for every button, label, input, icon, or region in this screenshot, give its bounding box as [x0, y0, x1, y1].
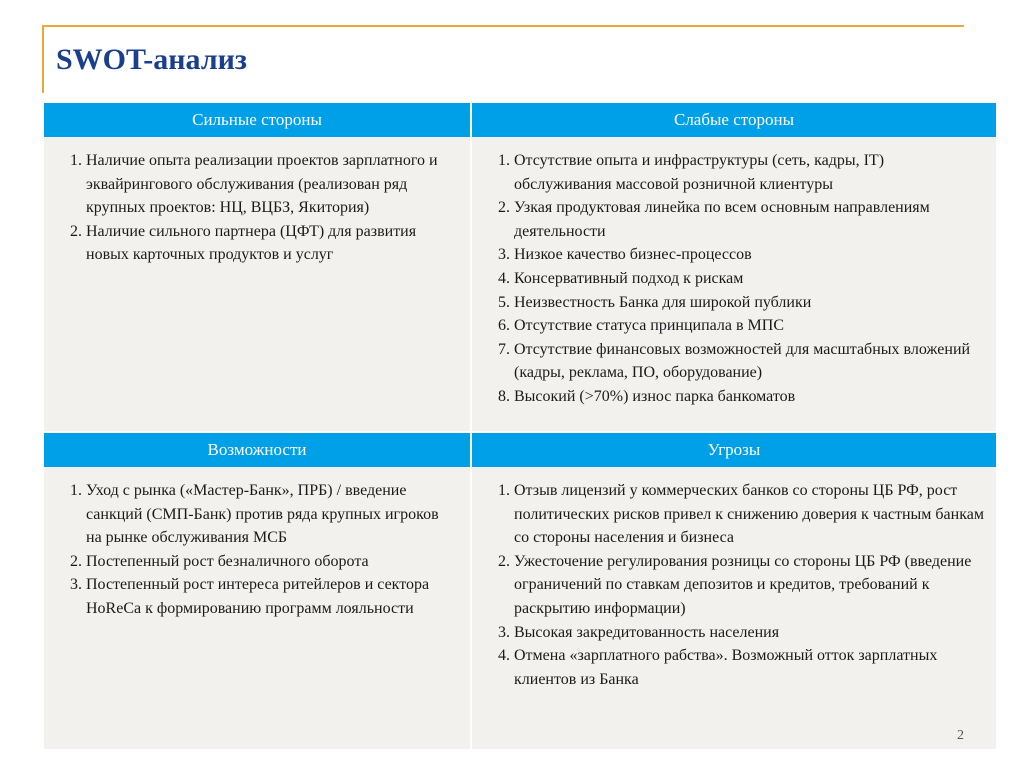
strengths-list — [44, 137, 470, 267]
list-item: 8. Высокий (>70%) износ парка банкоматов — [514, 385, 984, 409]
weaknesses-header: Слабые стороны — [471, 103, 996, 137]
threats-list — [472, 467, 996, 691]
weaknesses-cell — [471, 137, 996, 432]
weaknesses-list — [472, 137, 996, 409]
strengths-header: Сильные стороны — [44, 103, 471, 137]
list-item: 7. Отсутствие финансовых возможностей для масштабных вложений (кадры, реклама, ПО, оборудование) — [514, 338, 984, 385]
slide-title: SWOT-анализ — [56, 43, 247, 76]
list-item: 3. Высокая закредитованность населения — [514, 621, 984, 645]
threats-header: Угрозы — [471, 432, 996, 467]
list-item: 6. Отсутствие статуса принципала в МПС — [514, 314, 984, 338]
list-item: 3. Постепенный рост интереса ритейлеров и сектора HoReCa к формированию программ лояльности — [86, 573, 458, 620]
list-item: 1. Наличие опыта реализации проектов зарплатного и эквайрингового обслуживания (реализован ряд крупных проектов: НЦ, ВЦБЗ, Якитория) — [86, 149, 458, 220]
strengths-cell — [44, 137, 471, 432]
threats-cell — [471, 467, 996, 750]
side-accent-rule — [42, 25, 44, 93]
list-item: 4. Консервативный подход к рискам — [514, 267, 984, 291]
list-item: 5. Неизвестность Банка для широкой публики — [514, 291, 984, 315]
list-item: 2. Ужесточение регулирования розницы со стороны ЦБ РФ (введение ограничений по ставкам депозитов и кредитов, требований к раскрытию информации) — [514, 550, 984, 621]
top-accent-rule — [42, 25, 964, 27]
list-item: 4. Отмена «зарплатного рабства». Возможный отток зарплатных клиентов из Банка — [514, 644, 984, 691]
list-item: 2. Наличие сильного партнера (ЦФТ) для развития новых карточных продуктов и услуг — [86, 220, 458, 267]
list-item: 2. Постепенный рост безналичного оборота — [86, 550, 458, 574]
list-item: 3. Низкое качество бизнес-процессов — [514, 243, 984, 267]
opportunities-list — [44, 467, 470, 621]
list-item: 1. Отзыв лицензий у коммерческих банков со стороны ЦБ РФ, рост политических рисков привел к снижению доверия к частным банкам со стороны населения и бизнеса — [514, 479, 984, 550]
opportunities-header: Возможности — [44, 432, 471, 467]
swot-table — [44, 103, 996, 751]
opportunities-cell — [44, 467, 471, 750]
list-item: 2. Узкая продуктовая линейка по всем основным направлениям деятельности — [514, 196, 984, 243]
list-item: 1. Отсутствие опыта и инфраструктуры (сеть, кадры, IT) обслуживания массовой розничной клиентуры — [514, 149, 984, 196]
list-item: 1. Уход с рынка («Мастер-Банк», ПРБ) / введение санкций (СМП-Банк) против ряда крупных игроков на рынке обслуживания МСБ — [86, 479, 458, 550]
page-number: 2 — [957, 728, 964, 743]
